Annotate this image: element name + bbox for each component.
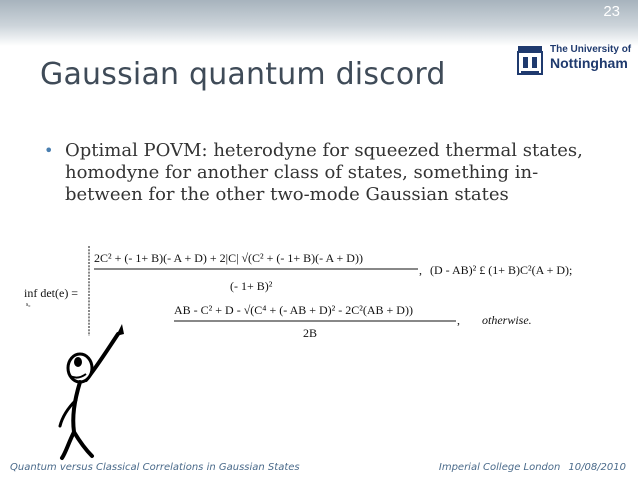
case1-denominator: (- 1+ B)² xyxy=(230,279,273,293)
case1-comma: , xyxy=(419,263,422,277)
bullet-item xyxy=(44,140,604,206)
header-bar xyxy=(0,0,638,46)
case2-numerator: AB - C² + D - √(C⁴ + (- AB + D)² - 2C²(AB + D)) xyxy=(174,303,413,317)
slide-title: Gaussian quantum discord xyxy=(40,57,446,92)
stick-figure-pointing-icon xyxy=(56,322,136,462)
logo-line-2: Nottingham xyxy=(550,55,628,71)
university-logo xyxy=(516,44,638,80)
bullet-text: Optimal POVM: heterodyne for squeezed thermal states, homodyne for another class of states, something in-between for the other two-mode Gaussian states xyxy=(65,140,583,205)
logo-line-1: The University of xyxy=(550,44,632,55)
footer-presentation-title: Quantum versus Classical Correlations in Gaussian States xyxy=(10,462,300,473)
case1-numerator: 2C² + (- 1+ B)(- A + D) + 2|C| √(C² + (- 1+ B)(- A + D)) xyxy=(94,251,363,265)
crest-icon xyxy=(516,44,546,78)
bullet-dot-icon: • xyxy=(44,141,54,160)
case2-condition: otherwise. xyxy=(482,313,532,327)
formula-lhs: inf det(e) = xyxy=(24,286,79,300)
footer-right xyxy=(439,462,626,473)
case2-comma: , xyxy=(457,313,460,327)
case2-denominator: 2B xyxy=(303,326,318,340)
footer-institution: Imperial College London xyxy=(438,462,561,473)
case1-condition: (D - AB)² £ (1+ B)C²(A + D); xyxy=(430,263,573,277)
footer-date: 10/08/2010 xyxy=(568,462,626,473)
page-number: 23 xyxy=(603,3,620,20)
university-name xyxy=(550,44,631,70)
bullet-list xyxy=(44,140,604,206)
formula-lhs-subscript: s₀ xyxy=(26,302,31,308)
